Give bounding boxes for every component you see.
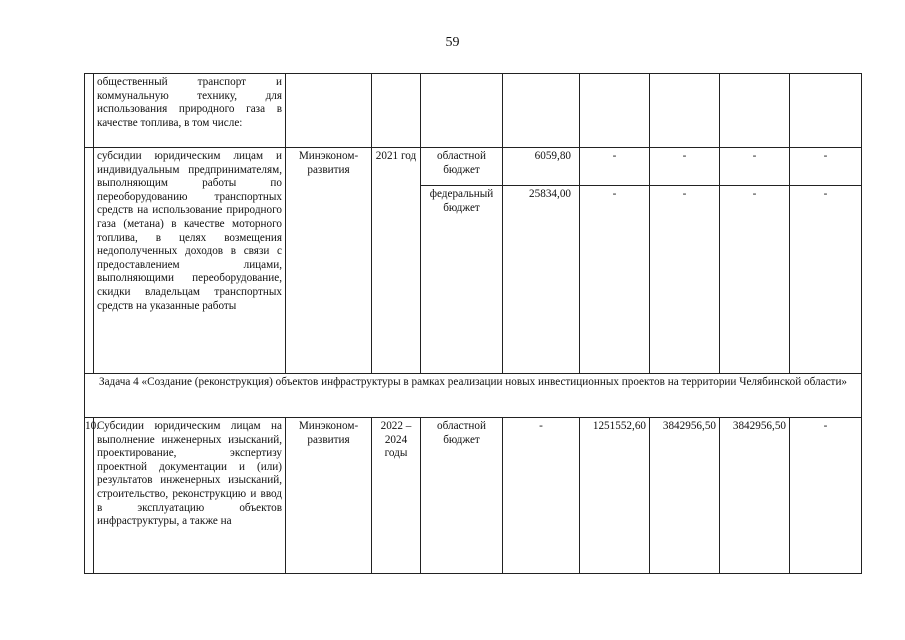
year1-cell [580, 74, 650, 148]
row-number-cell [85, 148, 94, 374]
year1-cell: - [580, 148, 650, 186]
total-cell: - [503, 418, 580, 574]
year-cell [372, 74, 421, 148]
year2-cell: - [650, 148, 720, 186]
table-row [85, 418, 862, 574]
year1-cell: - [580, 186, 650, 374]
year2-cell: 3842956,50 [650, 418, 720, 574]
description-cell: общественный транспорт и коммунальную технику, для использования природного газа в качестве топлива, в том числе: [94, 74, 286, 148]
source-cell: областной бюджет [421, 418, 503, 574]
year2-cell: - [650, 186, 720, 374]
year1-cell: 1251552,60 [580, 418, 650, 574]
year4-cell: - [790, 418, 862, 574]
year-cell: 2021 год [372, 148, 421, 374]
total-cell [503, 74, 580, 148]
executor-cell: Минэконом-развития [286, 418, 372, 574]
year3-cell: - [720, 186, 790, 374]
total-cell: 6059,80 [503, 148, 580, 186]
year3-cell: 3842956,50 [720, 418, 790, 574]
row-number-cell: 10. [85, 418, 94, 574]
year-cell: 2022 – 2024 годы [372, 418, 421, 574]
section-heading: Задача 4 «Создание (реконструкция) объектов инфраструктуры в рамках реализации новых инвестиционных проектов на территории Челябинской области» [85, 374, 862, 418]
description-cell: Субсидии юридическим лицам на выполнение инженерных изысканий, проектирование, экспертизу проектной документации и (или) результатов инженерных изысканий, строительство, реконструкцию и ввод в эксплуатацию объектов инфраструктуры, а также на [94, 418, 286, 574]
executor-cell [286, 74, 372, 148]
year4-cell [790, 74, 862, 148]
table-row [85, 374, 862, 418]
year3-cell [720, 74, 790, 148]
program-table [84, 73, 862, 574]
year2-cell [650, 74, 720, 148]
source-cell: областной бюджет [421, 148, 503, 186]
page-number: 59 [445, 35, 460, 50]
year4-cell: - [790, 148, 862, 186]
year3-cell: - [720, 148, 790, 186]
table-row [85, 148, 862, 186]
source-cell: федеральный бюджет [421, 186, 503, 374]
total-cell: 25834,00 [503, 186, 580, 374]
table-row [85, 74, 862, 148]
executor-cell: Минэконом-развития [286, 148, 372, 374]
source-cell [421, 74, 503, 148]
row-number-cell [85, 74, 94, 148]
description-cell: субсидии юридическим лицам и индивидуальным предпринимателям, выполняющим работы по переоборудованию транспортных средств на использование природного газа (метана) в качестве моторного топлива, в целях возмещения недополученных доходов в связи с предоставлением лицами, выполняющими переоборудование, скидки владельцам транспортных средств на указанные работы [94, 148, 286, 374]
year4-cell: - [790, 186, 862, 374]
